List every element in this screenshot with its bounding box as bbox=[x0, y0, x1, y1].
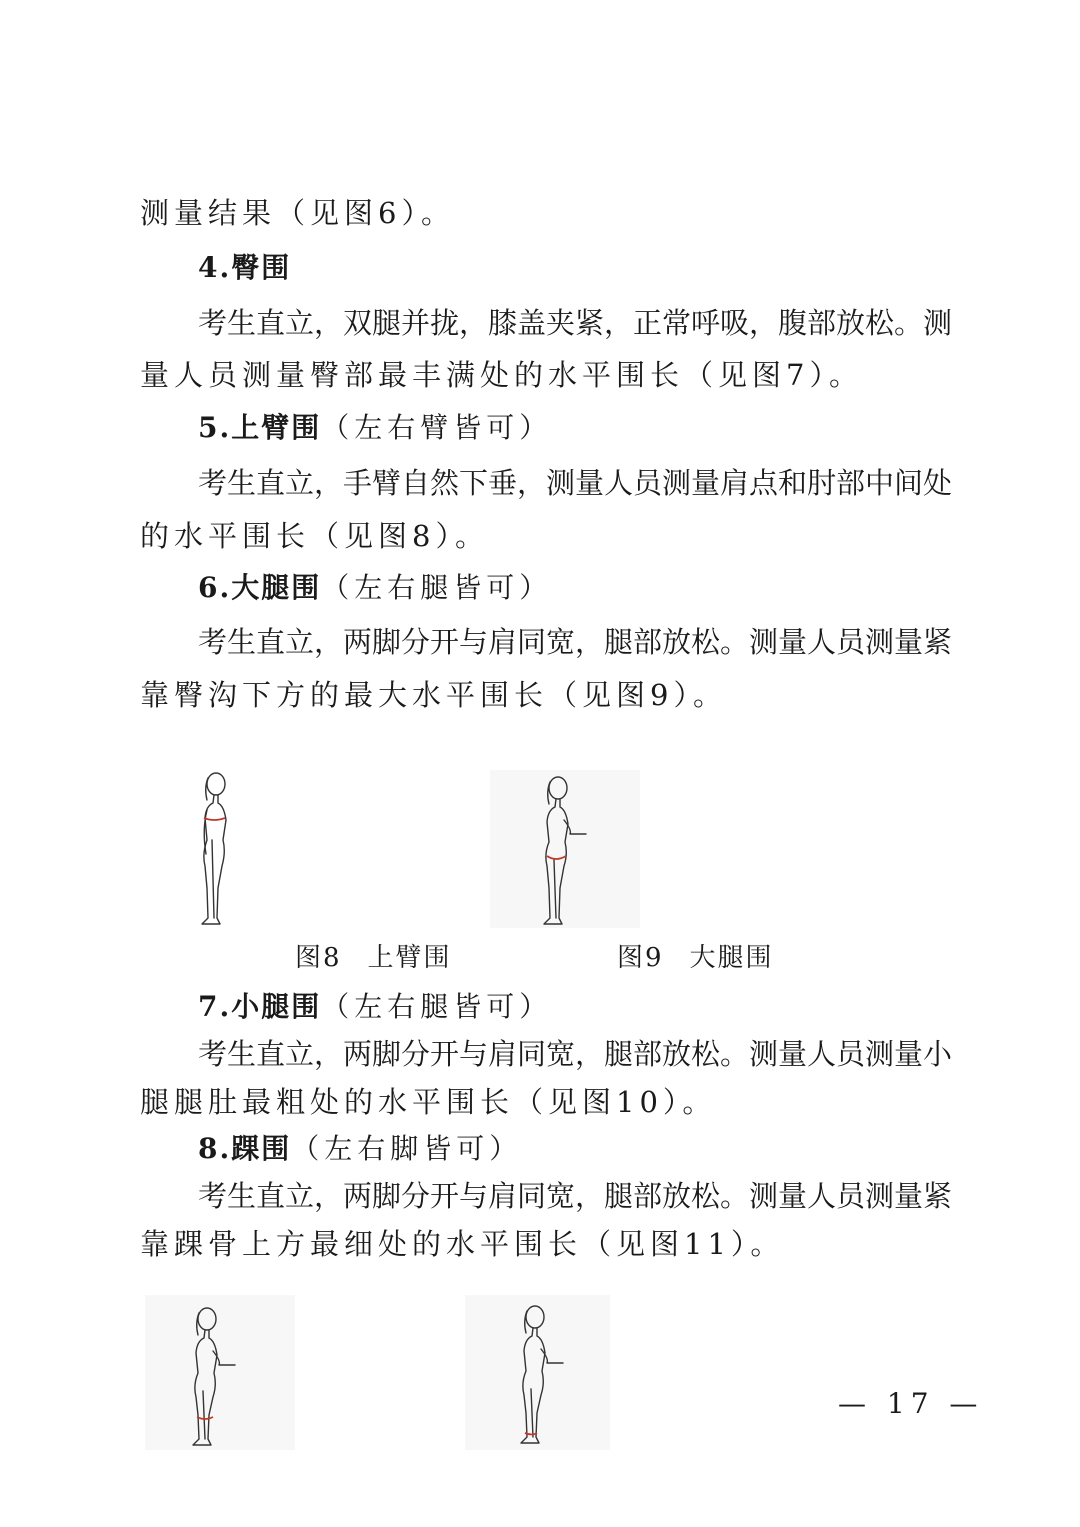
figure-id: 图8 bbox=[295, 943, 342, 973]
figure-caption-9 bbox=[617, 940, 774, 976]
figure-ankle-girth bbox=[465, 1295, 610, 1450]
paragraph-line: 靠踝骨上方最细处的水平围长（见图11）。 bbox=[140, 1227, 785, 1261]
section-note: （左右腿皆可） bbox=[321, 571, 553, 604]
section-number: 7. bbox=[198, 990, 232, 1023]
section-heading-calf bbox=[198, 987, 552, 1027]
section-title: 踝围 bbox=[231, 1132, 292, 1165]
section-note: （左右臂皆可） bbox=[321, 411, 553, 444]
figure-caption-text: 上臂围 bbox=[367, 943, 452, 973]
section-number: 4. bbox=[198, 251, 232, 284]
figure-caption-text: 大腿围 bbox=[689, 943, 774, 973]
figure-thigh-girth bbox=[490, 770, 640, 928]
paragraph-line: 考生直立，两脚分开与肩同宽，腿部放松。测量人员测量小 bbox=[198, 1037, 953, 1071]
page-number: — 17 — bbox=[838, 1387, 984, 1420]
paragraph-line: 考生直立，双腿并拢，膝盖夹紧，正常呼吸，腹部放松。测 bbox=[198, 306, 953, 340]
section-title: 臀围 bbox=[231, 251, 292, 284]
intro-line: 测量结果（见图6）。 bbox=[140, 196, 455, 230]
section-heading-upper-arm bbox=[198, 408, 552, 448]
section-number: 6. bbox=[198, 571, 232, 604]
section-title: 上臂围 bbox=[231, 411, 322, 444]
figure-caption-8 bbox=[295, 940, 452, 976]
paragraph-line: 靠臀沟下方的最大水平围长（见图9）。 bbox=[140, 678, 727, 712]
figure-calf-girth bbox=[145, 1295, 295, 1450]
paragraph-line: 量人员测量臀部最丰满处的水平围长（见图7）。 bbox=[140, 358, 863, 392]
paragraph-line: 的水平围长（见图8）。 bbox=[140, 519, 489, 553]
section-number: 8. bbox=[198, 1132, 232, 1165]
section-title: 小腿围 bbox=[231, 990, 322, 1023]
section-heading-thigh bbox=[198, 568, 552, 608]
section-note: （左右脚皆可） bbox=[291, 1132, 523, 1165]
paragraph-line: 考生直立，两脚分开与肩同宽，腿部放松。测量人员测量紧 bbox=[198, 625, 953, 659]
section-heading-ankle bbox=[198, 1129, 522, 1169]
figure-id: 图9 bbox=[617, 943, 664, 973]
section-note: （左右腿皆可） bbox=[321, 990, 553, 1023]
paragraph-line: 考生直立，手臂自然下垂，测量人员测量肩点和肘部中间处 bbox=[198, 466, 953, 500]
section-number: 5. bbox=[198, 411, 232, 444]
section-heading-hip bbox=[198, 248, 291, 288]
paragraph-line: 腿腿肚最粗处的水平围长（见图10）。 bbox=[140, 1085, 717, 1119]
paragraph-line: 考生直立，两脚分开与肩同宽，腿部放松。测量人员测量紧 bbox=[198, 1179, 953, 1213]
section-title: 大腿围 bbox=[231, 571, 322, 604]
figure-upper-arm-girth bbox=[190, 770, 260, 928]
